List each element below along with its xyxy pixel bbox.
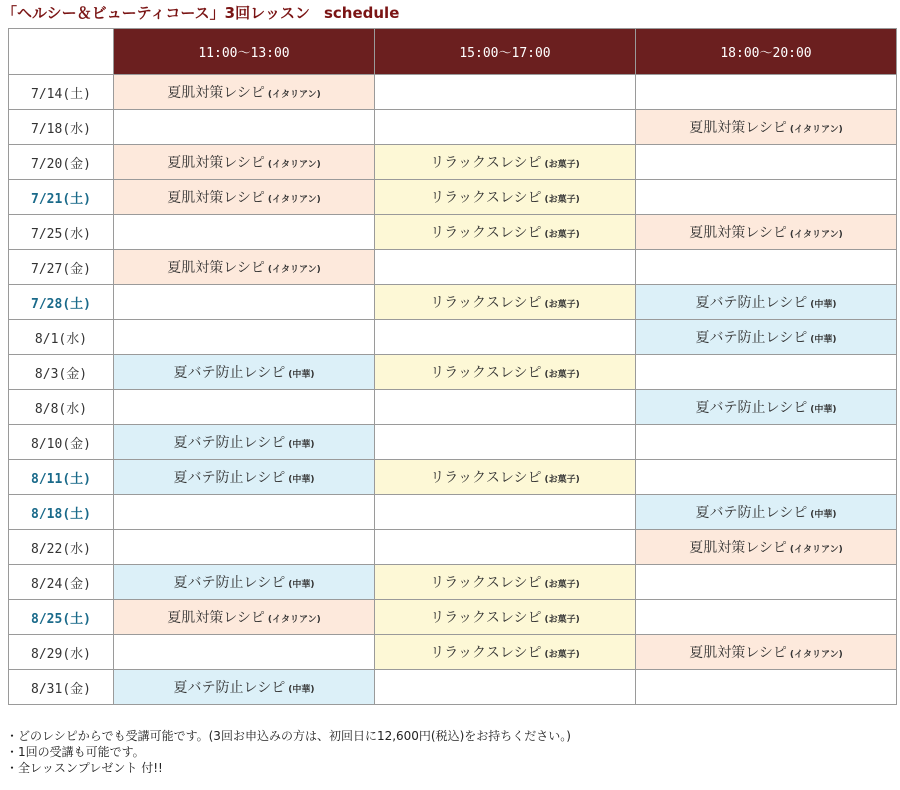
- lesson-cell-chinese: [636, 285, 897, 320]
- lesson-name: リラックスレシピ: [430, 225, 542, 241]
- lesson-cell-italian: [114, 600, 375, 635]
- lesson-cell-sweets: [375, 600, 636, 635]
- lesson-cell-italian: [636, 215, 897, 250]
- lesson-cell-chinese: [636, 320, 897, 355]
- header-corner-cell: [9, 29, 114, 75]
- empty-cell: [375, 110, 636, 145]
- lesson-tag: (イタリアン): [789, 545, 843, 555]
- empty-cell: [114, 530, 375, 565]
- empty-cell: [114, 495, 375, 530]
- lesson-cell-sweets: [375, 460, 636, 495]
- empty-cell: [375, 495, 636, 530]
- empty-cell: [375, 425, 636, 460]
- lesson-tag: (イタリアン): [267, 160, 321, 170]
- lesson-name: 夏バテ防止レシピ: [695, 330, 808, 346]
- schedule-row: [9, 460, 897, 495]
- empty-cell: [636, 460, 897, 495]
- lesson-cell-chinese: [636, 495, 897, 530]
- schedule-row: [9, 215, 897, 250]
- lesson-cell-italian: [636, 530, 897, 565]
- lesson-name: 夏バテ防止レシピ: [173, 365, 286, 381]
- lesson-tag: (イタリアン): [789, 125, 843, 135]
- date-cell: 8/29(水): [9, 635, 114, 670]
- lesson-tag: (お菓子): [544, 650, 580, 660]
- schedule-row: [9, 355, 897, 390]
- lesson-tag: (お菓子): [544, 370, 580, 380]
- lesson-name: 夏バテ防止レシピ: [173, 470, 286, 486]
- date-cell: 8/11(土): [9, 460, 114, 495]
- page-title: [2, 2, 399, 23]
- lesson-tag: (お菓子): [544, 230, 580, 240]
- lesson-tag: (中華): [810, 510, 837, 520]
- date-cell: 7/21(土): [9, 180, 114, 215]
- empty-cell: [375, 670, 636, 705]
- page-title-sub: schedule: [323, 4, 400, 22]
- lesson-name: 夏肌対策レシピ: [167, 155, 265, 171]
- empty-cell: [375, 390, 636, 425]
- lesson-tag: (中華): [288, 475, 315, 485]
- lesson-name: リラックスレシピ: [430, 155, 542, 171]
- lesson-cell-chinese: [114, 460, 375, 495]
- lesson-name: 夏バテ防止レシピ: [695, 295, 808, 311]
- date-cell: 8/24(金): [9, 565, 114, 600]
- lesson-cell-chinese: [114, 355, 375, 390]
- schedule-row: [9, 495, 897, 530]
- schedule-row: [9, 670, 897, 705]
- lesson-tag: (中華): [288, 440, 315, 450]
- date-cell: 8/22(水): [9, 530, 114, 565]
- schedule-body: [9, 75, 897, 705]
- lesson-name: リラックスレシピ: [430, 295, 542, 311]
- lesson-tag: (お菓子): [544, 300, 580, 310]
- lesson-tag: (中華): [810, 300, 837, 310]
- empty-cell: [114, 285, 375, 320]
- lesson-tag: (お菓子): [544, 615, 580, 625]
- empty-cell: [636, 425, 897, 460]
- empty-cell: [636, 180, 897, 215]
- date-cell: 8/8(水): [9, 390, 114, 425]
- lesson-cell-sweets: [375, 215, 636, 250]
- lesson-tag: (イタリアン): [789, 650, 843, 660]
- lesson-name: 夏肌対策レシピ: [689, 225, 787, 241]
- empty-cell: [375, 530, 636, 565]
- lesson-tag: (イタリアン): [789, 230, 843, 240]
- lesson-name: 夏バテ防止レシピ: [173, 680, 286, 696]
- lesson-cell-sweets: [375, 180, 636, 215]
- empty-cell: [636, 355, 897, 390]
- lesson-name: リラックスレシピ: [430, 575, 542, 591]
- note-line: ・1回の受講も可能です。: [6, 745, 145, 759]
- lesson-tag: (イタリアン): [267, 90, 321, 100]
- date-cell: 7/18(水): [9, 110, 114, 145]
- lesson-name: 夏バテ防止レシピ: [695, 400, 808, 416]
- lesson-name: リラックスレシピ: [430, 365, 542, 381]
- empty-cell: [636, 600, 897, 635]
- page-title-main: 「ヘルシー＆ビューティコース」3回レッスン: [2, 4, 310, 22]
- lesson-cell-italian: [114, 180, 375, 215]
- lesson-cell-italian: [114, 145, 375, 180]
- schedule-row: [9, 145, 897, 180]
- empty-cell: [114, 215, 375, 250]
- lesson-tag: (中華): [810, 405, 837, 415]
- schedule-row: [9, 320, 897, 355]
- date-cell: 7/14(土): [9, 75, 114, 110]
- lesson-cell-chinese: [114, 670, 375, 705]
- lesson-name: リラックスレシピ: [430, 470, 542, 486]
- lesson-cell-italian: [636, 635, 897, 670]
- empty-cell: [114, 390, 375, 425]
- lesson-cell-sweets: [375, 145, 636, 180]
- lesson-name: 夏肌対策レシピ: [689, 645, 787, 661]
- schedule-row: [9, 425, 897, 460]
- lesson-cell-italian: [114, 250, 375, 285]
- schedule-row: [9, 250, 897, 285]
- lesson-tag: (イタリアン): [267, 195, 321, 205]
- lesson-name: 夏バテ防止レシピ: [695, 505, 808, 521]
- date-cell: 7/28(土): [9, 285, 114, 320]
- empty-cell: [636, 145, 897, 180]
- date-cell: 8/3(金): [9, 355, 114, 390]
- lesson-tag: (イタリアン): [267, 615, 321, 625]
- lesson-tag: (イタリアン): [267, 265, 321, 275]
- date-cell: 8/18(土): [9, 495, 114, 530]
- schedule-row: [9, 180, 897, 215]
- lesson-name: 夏肌対策レシピ: [167, 610, 265, 626]
- lesson-tag: (中華): [288, 370, 315, 380]
- schedule-row: [9, 530, 897, 565]
- lesson-name: 夏バテ防止レシピ: [173, 575, 286, 591]
- time-slot-header: 18:00〜20:00: [636, 29, 897, 75]
- date-cell: 8/10(金): [9, 425, 114, 460]
- lesson-cell-sweets: [375, 285, 636, 320]
- note-line: ・全レッスンプレゼント 付!!: [6, 761, 163, 775]
- date-cell: 8/31(金): [9, 670, 114, 705]
- schedule-row: [9, 75, 897, 110]
- empty-cell: [375, 320, 636, 355]
- lesson-cell-sweets: [375, 565, 636, 600]
- lesson-tag: (中華): [810, 335, 837, 345]
- empty-cell: [636, 670, 897, 705]
- lesson-tag: (お菓子): [544, 160, 580, 170]
- lesson-cell-italian: [114, 75, 375, 110]
- notes: [6, 728, 571, 776]
- empty-cell: [636, 565, 897, 600]
- schedule-row: [9, 285, 897, 320]
- schedule-row: [9, 390, 897, 425]
- empty-cell: [375, 250, 636, 285]
- lesson-cell-sweets: [375, 355, 636, 390]
- schedule-table: [8, 28, 897, 705]
- schedule-row: [9, 635, 897, 670]
- lesson-tag: (中華): [288, 580, 315, 590]
- lesson-tag: (お菓子): [544, 475, 580, 485]
- empty-cell: [636, 75, 897, 110]
- lesson-tag: (お菓子): [544, 195, 580, 205]
- date-cell: 7/20(金): [9, 145, 114, 180]
- lesson-cell-chinese: [114, 565, 375, 600]
- lesson-tag: (中華): [288, 685, 315, 695]
- schedule-row: [9, 565, 897, 600]
- note-line: ・どのレシピからでも受講可能です。(3回お申込みの方は、初回日に12,600円(税込)をお持ちください。): [6, 729, 571, 743]
- date-cell: 8/25(土): [9, 600, 114, 635]
- lesson-name: リラックスレシピ: [430, 190, 542, 206]
- time-slot-header: 11:00〜13:00: [114, 29, 375, 75]
- lesson-name: リラックスレシピ: [430, 645, 542, 661]
- lesson-name: 夏肌対策レシピ: [167, 190, 265, 206]
- time-slot-header: 15:00〜17:00: [375, 29, 636, 75]
- lesson-cell-chinese: [636, 390, 897, 425]
- lesson-name: リラックスレシピ: [430, 610, 542, 626]
- lesson-cell-chinese: [114, 425, 375, 460]
- lesson-tag: (お菓子): [544, 580, 580, 590]
- empty-cell: [636, 250, 897, 285]
- lesson-cell-sweets: [375, 635, 636, 670]
- lesson-name: 夏肌対策レシピ: [167, 260, 265, 276]
- date-cell: 7/27(金): [9, 250, 114, 285]
- empty-cell: [114, 320, 375, 355]
- schedule-row: [9, 600, 897, 635]
- lesson-name: 夏肌対策レシピ: [167, 85, 265, 101]
- empty-cell: [375, 75, 636, 110]
- lesson-name: 夏肌対策レシピ: [689, 120, 787, 136]
- lesson-name: 夏肌対策レシピ: [689, 540, 787, 556]
- schedule-row: [9, 110, 897, 145]
- empty-cell: [114, 110, 375, 145]
- header-row: [9, 29, 897, 75]
- date-cell: 7/25(水): [9, 215, 114, 250]
- empty-cell: [114, 635, 375, 670]
- lesson-name: 夏バテ防止レシピ: [173, 435, 286, 451]
- date-cell: 8/1(水): [9, 320, 114, 355]
- lesson-cell-italian: [636, 110, 897, 145]
